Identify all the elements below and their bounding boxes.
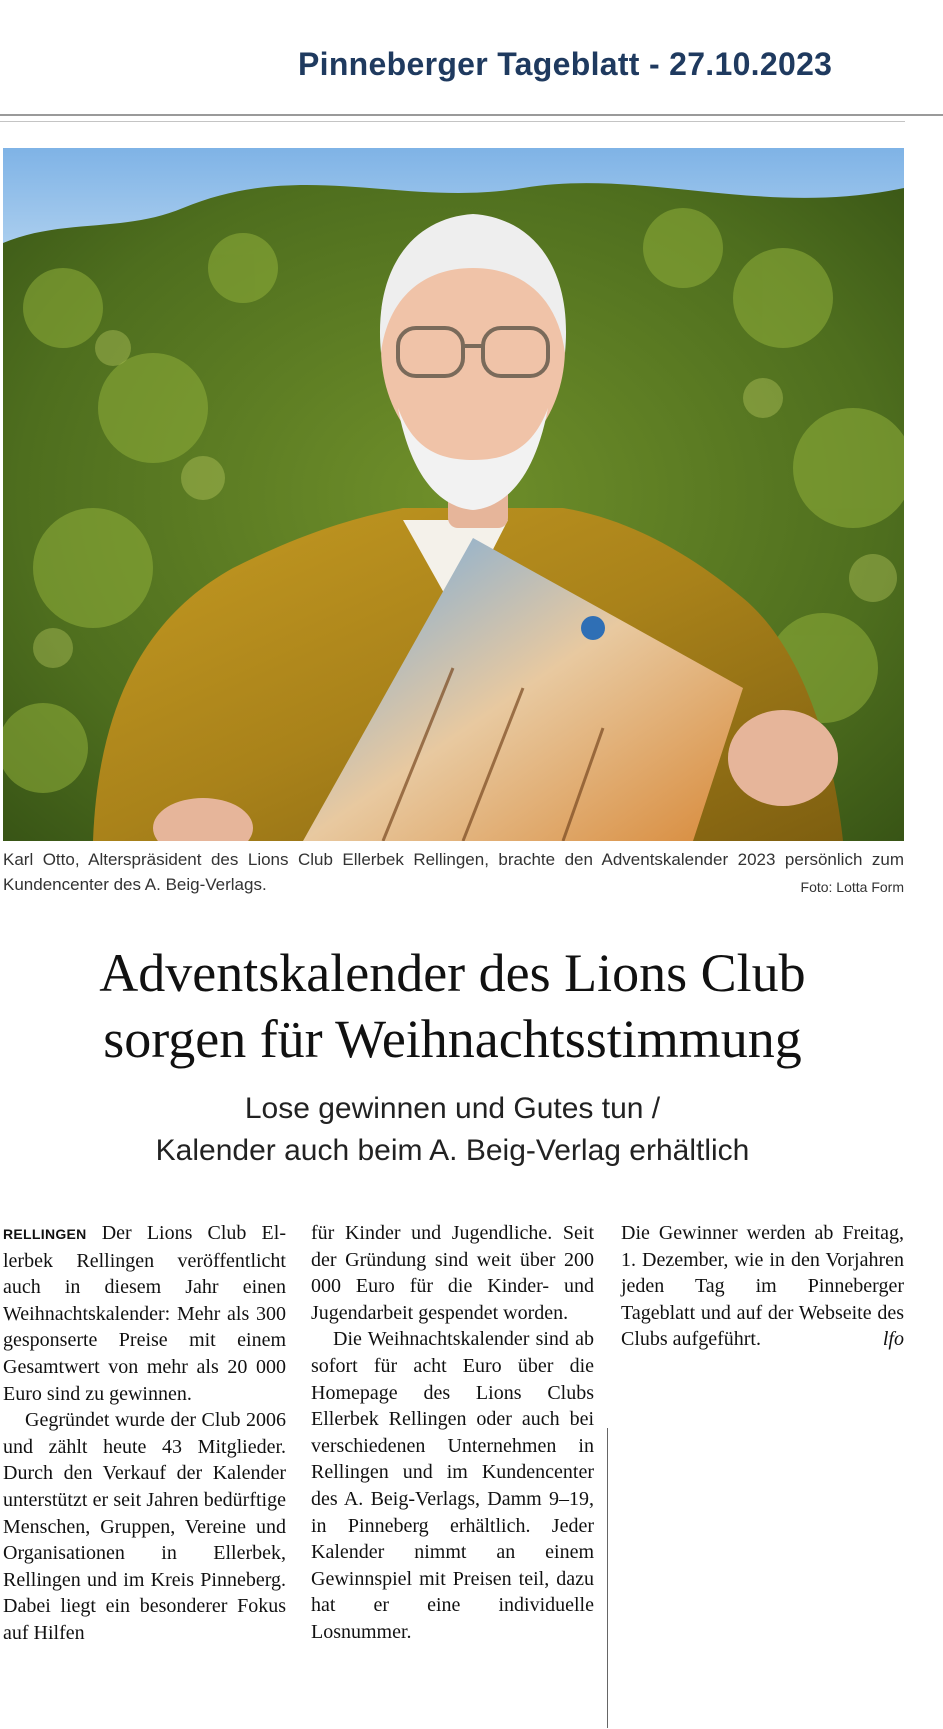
headline-line-1: Adventskalender des Lions Club [99,943,806,1003]
paragraph-1-text: Der Lions Club Ellerbek Rellingen veröffentlicht auch in diesem Jahr einen Weihnachtskalender: Mehr als 300 gesponserte Preise mit einem Gesamtwert von mehr als 20 000 Euro sind zu gewinnen. [3,1222,286,1405]
article-photo [3,148,904,841]
caption-text: Karl Otto, Alterspräsident des Lions Club Ellerbek Rellingen, brachte den Adventskalender 2023 persönlich zum Kundencenter des A. Beig-Verlags. [3,850,904,894]
article-subheadline [0,1088,905,1172]
portrait-illustration [3,148,904,841]
photo-credit: Foto: Lotta Form [800,879,904,895]
masthead-divider-thin [0,121,905,122]
masthead-divider [0,114,943,116]
headline-line-2: sorgen für Weihnachtsstimmung [103,1009,802,1069]
author-initials: lfo [882,1328,904,1351]
article-headline [0,940,905,1072]
article-column-1 [3,1220,286,1647]
paragraph-3: für Kinder und Jugendliche. Seit der Gründung sind weit über 200 000 Euro für die Kinder- und Jugendarbeit gespendet worden. [311,1222,594,1324]
paragraph-2: Gegründet wurde der Club 2006 und zählt heute 43 Mitglieder. Durch den Verkauf der Kalender unterstützt er seit Jahren bedürftige Menschen, Gruppen, Vereine und Organisationen in Ellerbek, Rellingen und im Kreis Pinneberg. Dabei liegt ein besonderer Fokus auf Hilfen [3,1409,286,1644]
paragraph-5 [621,1220,904,1353]
paragraph-1 [3,1220,286,1407]
article-column-3 [621,1220,904,1353]
photo-caption [3,847,904,897]
newspaper-title-date: Pinneberger Tageblatt - 27.10.2023 [298,46,833,82]
masthead [0,0,943,118]
paragraph-4: Die Weihnachtskalender sind ab sofort für acht Euro über die Homepage des Lions Clubs Ellerbek Rellingen oder auch bei verschiedenen Unternehmen in Rellingen und im Kundencenter des A. Beig-Verlags, Damm 9–19, in Pinneberg erhältlich. Jeder Kalender nimmt an einem Gewinnspiel mit Preisen teil, dazu hat er eine individuelle Losnummer. [311,1328,594,1643]
paragraph-5-text: Die Gewinner werden ab Freitag, 1. Dezember, wie in den Vorjahren jeden Tag im Pinneberger Tageblatt und auf der Webseite des Clubs aufgeführt. [621,1222,904,1351]
dateline: RELLINGEN [3,1226,87,1242]
subhead-line-1: Lose gewinnen und Gutes tun / [244,1092,661,1125]
column-divider [607,1428,608,1728]
subhead-line-2: Kalender auch beim A. Beig-Verlag erhältlich [155,1134,750,1167]
article-column-2 [311,1220,594,1646]
